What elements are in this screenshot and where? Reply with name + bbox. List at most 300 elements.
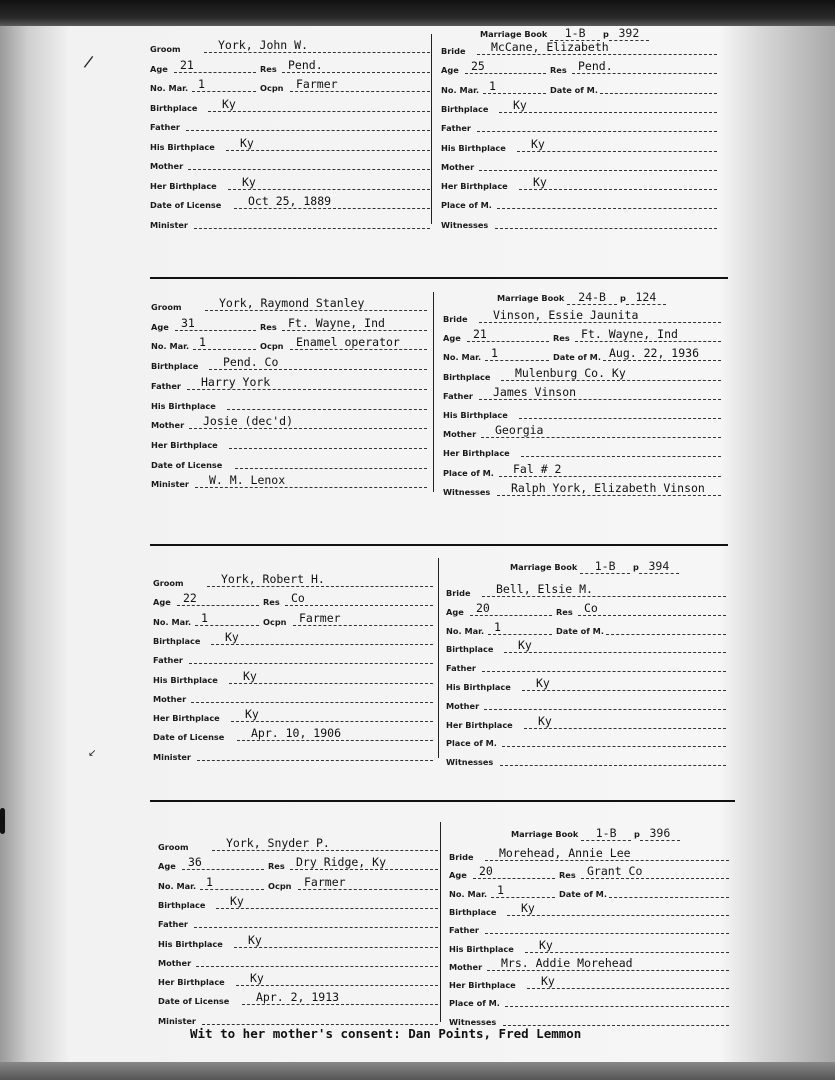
groom-field-line <box>212 850 438 851</box>
bride-field-line <box>572 73 717 74</box>
groom-field-line <box>235 468 427 469</box>
page-label: p <box>620 293 626 303</box>
bride-field <box>441 137 717 154</box>
bride-field-label: Place of M. <box>446 738 497 749</box>
bride-field-label: Birthplace <box>449 906 497 917</box>
bride-field <box>449 956 729 973</box>
groom-field-label: Minister <box>151 479 189 490</box>
bride-field-line <box>485 860 729 861</box>
groom-field-value: Ky <box>248 932 262 947</box>
bride-field <box>441 175 717 192</box>
groom-field-value: Ft. Wayne, Ind <box>288 315 385 330</box>
bride-field-value: 25 <box>471 59 485 74</box>
groom-field-line <box>282 330 427 331</box>
groom-field-label: Age <box>153 597 171 608</box>
bride-field <box>446 714 726 731</box>
section-rule <box>150 277 728 279</box>
bride-field <box>443 346 721 363</box>
bride-field-line <box>522 690 726 691</box>
bride-field-label: Witnesses <box>441 219 489 230</box>
groom-field-label: Minister <box>150 219 188 230</box>
bride-field-label: Date of M. <box>553 352 601 363</box>
groom-field-line <box>193 349 256 350</box>
groom-field-label: Birthplace <box>158 899 206 910</box>
bride-field <box>441 59 717 76</box>
bride-field-label: Bride <box>441 46 466 56</box>
marriage-book-reference <box>511 826 680 843</box>
bride-field-label: His Birthplace <box>449 943 514 954</box>
bride-field <box>443 366 721 383</box>
groom-field-value: Ky <box>240 135 254 150</box>
bride-field <box>449 974 729 991</box>
bride-field-line <box>502 746 726 747</box>
section-rule <box>150 544 728 546</box>
bride-field-line <box>499 112 717 113</box>
groom-field <box>150 194 430 211</box>
groom-field-line <box>205 310 427 311</box>
groom-field-value: 1 <box>198 77 205 91</box>
bride-field-label: Mother <box>441 161 475 172</box>
groom-field-label: Ocpn <box>268 880 292 891</box>
bride-field-label: Her Birthplace <box>446 719 513 730</box>
bride-field-label: Age <box>443 333 461 344</box>
groom-field-line <box>175 330 256 331</box>
bride-field-line <box>527 988 729 989</box>
bride-field <box>441 117 717 134</box>
book-number: 1-B <box>580 559 630 574</box>
witness-note: Wit to her mother's consent: Dan Points, Fred Lemmon <box>190 1026 582 1041</box>
column-divider <box>438 558 439 758</box>
groom-field-line <box>195 487 427 488</box>
bride-field-label: Her Birthplace <box>441 181 508 192</box>
page-label: p <box>633 562 639 572</box>
bride-field-value: Fal # 2 <box>513 461 562 476</box>
groom-field-label: Age <box>158 861 176 872</box>
groom-field-label: No. Mar. <box>153 616 192 627</box>
groom-field-label: Res <box>260 63 277 74</box>
bride-field-line <box>477 54 717 55</box>
groom-field-label: Age <box>150 63 168 74</box>
bride-field <box>443 385 721 402</box>
groom-field-line <box>216 908 438 909</box>
bride-field-line <box>507 915 729 916</box>
bride-field-value: Ky <box>513 97 527 112</box>
bride-field-line <box>482 671 726 672</box>
column-divider <box>433 292 434 492</box>
groom-field <box>151 414 427 431</box>
groom-field-value: 21 <box>180 57 194 72</box>
bride-field-value: McCane, Elizabeth <box>491 40 609 54</box>
bride-field-value: Ralph York, Elizabeth Vinson <box>511 480 705 495</box>
bride-field-line <box>473 878 555 879</box>
groom-field <box>151 434 427 451</box>
groom-field <box>158 971 438 988</box>
bride-field-value: Ky <box>538 713 552 728</box>
groom-field-value: York, Robert H. <box>221 572 325 586</box>
groom-field-line <box>195 625 259 626</box>
bride-field <box>441 79 717 96</box>
bride-field-line <box>581 878 729 879</box>
bride-field-value: Ky <box>541 974 555 989</box>
bride-field <box>446 751 726 768</box>
groom-field-label: Age <box>151 321 169 332</box>
bride-field-value: Georgia <box>495 423 544 438</box>
groom-field-line <box>226 150 430 151</box>
bride-field <box>449 992 729 1009</box>
groom-field-label: Her Birthplace <box>151 439 218 450</box>
page-number: 124 <box>626 290 666 305</box>
bride-field-label: Mother <box>446 700 480 711</box>
groom-field <box>151 355 427 372</box>
column-divider <box>440 822 441 1022</box>
bride-field-label: Birthplace <box>443 371 491 382</box>
groom-field <box>150 214 430 231</box>
groom-field <box>150 77 430 94</box>
bride-field-value: Ky <box>531 136 545 151</box>
bride-field-label: Mother <box>443 429 477 440</box>
groom-field <box>150 136 430 153</box>
groom-field-line <box>182 869 264 870</box>
bride-field-label: Birthplace <box>441 103 489 114</box>
groom-field-line <box>197 760 433 761</box>
book-label: Marriage Book <box>497 293 565 303</box>
section-rule <box>150 800 735 802</box>
bride-field-line <box>578 615 726 616</box>
groom-field-line <box>231 721 433 722</box>
bride-field <box>443 481 721 498</box>
groom-field-label: Ocpn <box>260 341 284 352</box>
bride-field-label: Bride <box>443 314 468 324</box>
pen-mark: ↙ <box>88 748 97 759</box>
groom-field <box>158 855 438 872</box>
scan-edge-bottom <box>0 1062 835 1080</box>
bride-field-line <box>525 952 729 953</box>
book-number: 24-B <box>567 290 617 305</box>
bride-field-line <box>485 933 729 934</box>
groom-field-value: 1 <box>206 874 213 889</box>
bride-field-line <box>482 596 726 597</box>
groom-field <box>153 688 433 705</box>
groom-field-line <box>211 644 433 645</box>
pen-mark: / <box>82 51 95 72</box>
groom-field-label: Groom <box>150 44 181 54</box>
groom-field-line <box>174 72 256 73</box>
bride-field <box>446 676 726 693</box>
bride-field-line <box>485 360 549 361</box>
groom-field <box>153 591 433 608</box>
groom-field-line <box>285 605 433 606</box>
groom-field <box>151 335 427 352</box>
bride-field-label: Date of M. <box>556 625 604 636</box>
bride-field-line <box>479 170 717 171</box>
groom-field-line <box>290 349 427 350</box>
groom-field-line <box>194 228 430 229</box>
bride-field-label: Her Birthplace <box>449 980 516 991</box>
bride-field-line <box>465 73 546 74</box>
bride-field-value: Ky <box>536 676 550 690</box>
bride-field-value: Pend. <box>578 59 613 74</box>
bride-field-line <box>481 437 721 438</box>
groom-field-line <box>177 605 259 606</box>
bride-field-value: 20 <box>479 864 493 879</box>
groom-field-line <box>196 966 438 967</box>
groom-field-line <box>227 409 427 410</box>
bride-field <box>443 423 721 440</box>
groom-field-label: Groom <box>151 302 182 312</box>
bride-field-line <box>499 476 721 477</box>
groom-field-line <box>293 625 433 626</box>
bride-field-label: Witnesses <box>443 486 491 497</box>
groom-field-line <box>234 947 438 948</box>
groom-field-label: Res <box>260 321 277 332</box>
bride-field <box>443 404 721 421</box>
groom-field-line <box>188 169 430 170</box>
bride-field <box>446 657 726 674</box>
bride-field <box>449 883 729 900</box>
bride-field-line <box>606 634 726 635</box>
groom-field-label: Birthplace <box>153 635 201 646</box>
page-number: 394 <box>639 559 679 574</box>
groom-field-label: His Birthplace <box>150 141 215 152</box>
bride-field-line <box>497 208 717 209</box>
bride-field-line <box>497 495 721 496</box>
groom-field-value: York, Raymond Stanley <box>219 296 365 310</box>
groom-field-value: Josie (dec'd) <box>203 414 294 429</box>
groom-field <box>158 990 438 1007</box>
groom-field <box>151 395 427 412</box>
bride-field-line <box>609 897 729 898</box>
groom-field-label: His Birthplace <box>158 938 223 949</box>
bride-field <box>443 327 721 344</box>
page-label: p <box>634 829 640 839</box>
bride-field-line <box>488 634 552 635</box>
groom-field-label: Her Birthplace <box>158 977 225 988</box>
bride-field-line <box>483 93 546 94</box>
groom-field-label: Birthplace <box>151 361 199 372</box>
bride-field-line <box>521 456 721 457</box>
bride-field-line <box>501 380 721 381</box>
groom-field-label: Res <box>263 597 280 608</box>
groom-field <box>150 155 430 172</box>
bride-field-value: Vinson, Essie Jaunita <box>493 308 639 322</box>
groom-field-value: Dry Ridge, Ky <box>296 855 387 870</box>
groom-field-value: Farmer <box>304 874 346 889</box>
bride-field-value: Aug. 22, 1936 <box>609 346 700 361</box>
bride-field-label: No. Mar. <box>443 352 482 363</box>
bride-field-line <box>495 228 717 229</box>
groom-field <box>153 630 433 647</box>
groom-field <box>150 116 430 133</box>
groom-field-value: Pend. Co <box>223 355 279 370</box>
groom-field <box>153 669 433 686</box>
groom-field-label: No. Mar. <box>151 341 190 352</box>
groom-field <box>158 1010 438 1027</box>
groom-field <box>150 38 430 55</box>
groom-field-line <box>282 72 430 73</box>
groom-field-line <box>192 91 256 92</box>
groom-field-line <box>228 189 430 190</box>
groom-field <box>158 933 438 950</box>
bride-field-label: Place of M. <box>441 200 492 211</box>
groom-field-line <box>290 91 430 92</box>
bride-field-label: Date of M. <box>550 84 598 95</box>
bride-field-value: James Vinson <box>493 384 577 399</box>
bride-field <box>441 214 717 231</box>
groom-field-label: Mother <box>151 420 185 431</box>
bride-field <box>443 308 721 325</box>
bride-field-line <box>524 728 726 729</box>
groom-field-line <box>202 1024 438 1025</box>
book-label: Marriage Book <box>511 829 579 839</box>
groom-field-label: Minister <box>153 751 191 762</box>
bride-field <box>441 156 717 173</box>
marriage-book-reference <box>480 26 649 43</box>
groom-field-value: Ky <box>243 668 257 683</box>
groom-field <box>153 726 433 743</box>
bride-field-label: No. Mar. <box>449 888 488 899</box>
groom-field-value: Harry York <box>201 374 271 389</box>
groom-field-label: Father <box>153 655 183 666</box>
groom-field-label: Date of License <box>158 996 230 1007</box>
bride-field-label: Res <box>559 870 576 881</box>
marriage-book-reference <box>497 290 666 307</box>
groom-field-line <box>194 927 438 928</box>
bride-field <box>449 938 729 955</box>
groom-field-value: Ky <box>242 174 256 189</box>
groom-field <box>158 913 438 930</box>
groom-field-value: Ky <box>230 893 244 908</box>
bride-field-label: His Birthplace <box>446 682 511 692</box>
groom-field-label: Birthplace <box>150 102 198 113</box>
bride-field-line <box>517 151 717 152</box>
bride-field-label: Father <box>449 925 479 936</box>
bride-field-label: Age <box>449 870 467 881</box>
bride-field-label: Age <box>441 65 459 76</box>
bride-field-label: Witnesses <box>446 757 494 768</box>
bride-field-line <box>484 709 726 710</box>
groom-field <box>153 707 433 724</box>
groom-field-line <box>229 683 433 684</box>
bride-field-line <box>519 189 717 190</box>
groom-field <box>151 454 427 471</box>
bride-field-label: His Birthplace <box>443 410 508 420</box>
bride-field-value: Co <box>584 600 598 615</box>
bride-field-line <box>575 341 721 342</box>
bride-field-label: Father <box>446 663 476 674</box>
groom-field <box>158 836 438 853</box>
bride-field-label: Res <box>553 333 570 344</box>
groom-field-value: 22 <box>183 591 197 606</box>
groom-field-value: York, John W. <box>218 38 309 52</box>
groom-field-line <box>290 869 438 870</box>
groom-field-line <box>229 448 427 449</box>
book-number: 1-B <box>581 826 631 841</box>
bride-field <box>441 194 717 211</box>
groom-field-value: Oct 25, 1889 <box>248 194 332 208</box>
groom-field-line <box>209 369 427 370</box>
groom-field <box>153 611 433 628</box>
groom-field-value: Ky <box>245 707 259 722</box>
groom-field-label: Mother <box>150 161 184 171</box>
groom-field-label: Mother <box>153 693 187 704</box>
groom-field <box>151 473 427 490</box>
bride-field-label: Age <box>446 606 464 617</box>
bride-field-label: Res <box>556 606 573 617</box>
groom-field <box>151 316 427 333</box>
column-divider <box>431 34 432 224</box>
groom-field <box>153 746 433 763</box>
bride-field-value: Morehead, Annie Lee <box>499 846 631 860</box>
groom-field-value: Pend. <box>288 57 323 72</box>
bride-field-line <box>600 93 717 94</box>
groom-field <box>151 375 427 392</box>
book-number: 1-B <box>550 26 600 41</box>
bride-field-label: Birthplace <box>446 644 494 655</box>
groom-field-value: W. M. Lenox <box>209 473 286 488</box>
groom-field-label: Date of License <box>150 200 222 210</box>
groom-field-value: Co <box>291 591 305 606</box>
bride-field-line <box>467 341 549 342</box>
bride-field-line <box>479 399 721 400</box>
bride-field-label: His Birthplace <box>441 142 506 153</box>
groom-field <box>150 97 430 114</box>
groom-field <box>151 296 427 313</box>
page-number: 392 <box>609 26 649 41</box>
bride-field-line <box>479 322 721 323</box>
groom-field-value: Enamel operator <box>296 335 400 350</box>
bride-field <box>449 901 729 918</box>
page-number: 396 <box>640 826 680 841</box>
bride-field <box>446 638 726 655</box>
bride-field-label: Res <box>550 65 567 76</box>
bride-field-label: Bride <box>449 852 474 862</box>
groom-field-value: Ky <box>225 629 239 644</box>
bride-field-label: Father <box>443 390 473 401</box>
groom-field <box>153 572 433 589</box>
groom-field-value: Ky <box>250 971 264 986</box>
bride-field-value: Ft. Wayne, Ind <box>581 327 678 342</box>
groom-field <box>150 175 430 192</box>
groom-field-line <box>237 740 433 741</box>
groom-field-label: Groom <box>153 578 184 588</box>
bride-field-label: Bride <box>446 588 471 598</box>
groom-field-line <box>200 889 264 890</box>
groom-field-line <box>236 985 438 986</box>
ink-speck <box>0 808 5 834</box>
groom-field-label: Date of License <box>151 459 223 470</box>
bride-field-label: No. Mar. <box>446 625 485 636</box>
groom-field-label: Res <box>268 861 285 872</box>
bride-field-label: Date of M. <box>559 888 607 899</box>
groom-field-label: No. Mar. <box>150 83 189 93</box>
bride-field-value: Ky <box>533 175 547 190</box>
groom-field-value: Apr. 2, 1913 <box>256 990 340 1005</box>
groom-field-line <box>186 130 430 131</box>
bride-field-line <box>477 131 717 132</box>
groom-field-label: Her Birthplace <box>153 713 220 724</box>
bride-field-label: Place of M. <box>449 998 500 1009</box>
groom-field-label: No. Mar. <box>158 880 197 891</box>
bride-field-line <box>470 615 552 616</box>
groom-field <box>158 875 438 892</box>
groom-field-value: Apr. 10, 1906 <box>251 726 342 741</box>
bride-field-value: Mulenburg Co. Ky <box>515 365 626 380</box>
groom-field-label: Father <box>150 122 180 132</box>
book-label: Marriage Book <box>480 29 548 39</box>
scan-edge-top <box>0 0 835 26</box>
groom-field <box>153 649 433 666</box>
bride-field-line <box>603 360 721 361</box>
